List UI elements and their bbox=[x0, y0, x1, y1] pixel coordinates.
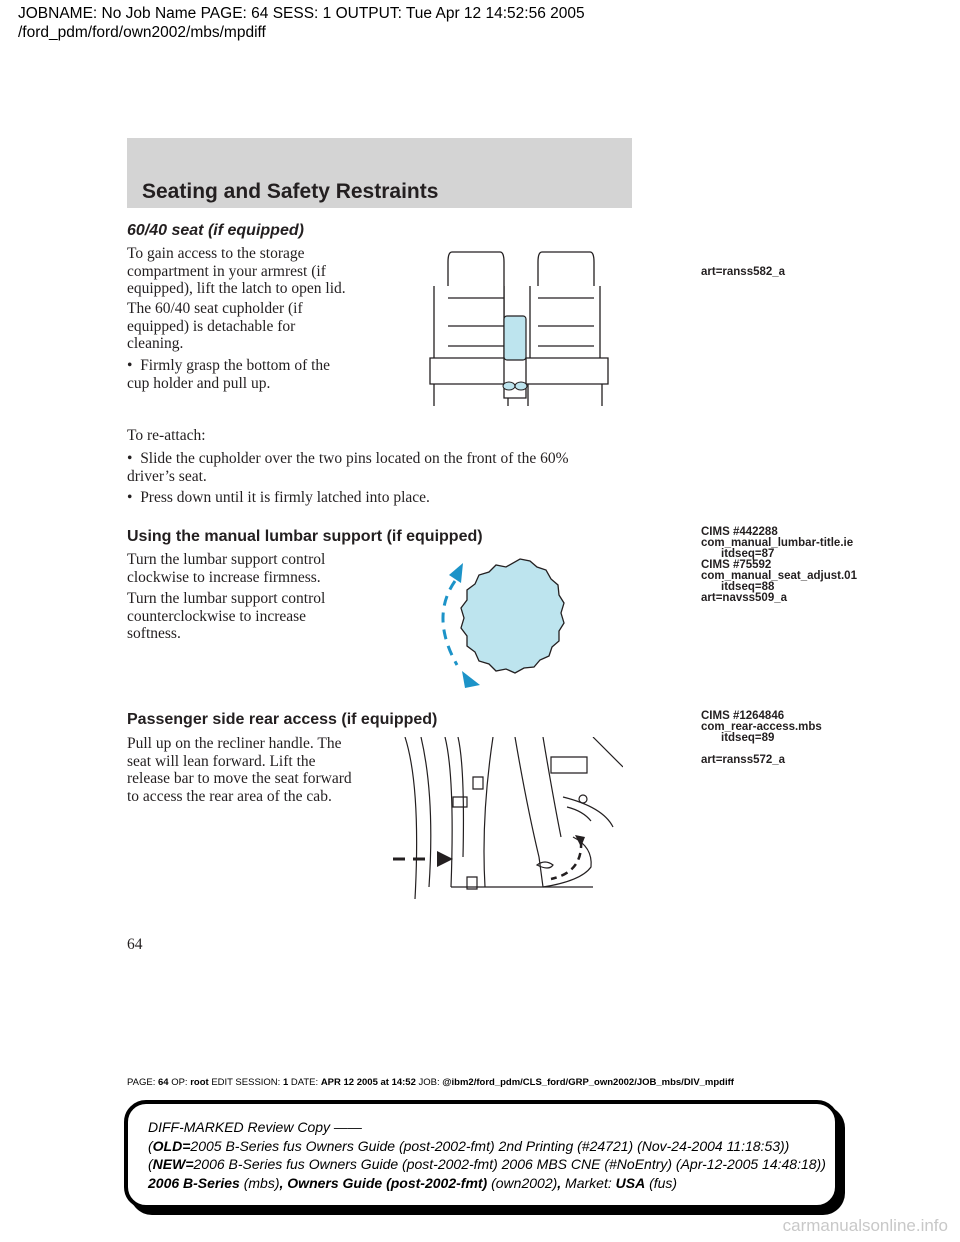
margin-note: com_manual_lumbar-title.ie bbox=[701, 537, 854, 549]
diff-old-text: 2005 B-Series fus Owners Guide (post-2002-fmt) 2nd Printing (#24721) (Nov-24-2004 11:18:53)) bbox=[190, 1137, 790, 1154]
margin-note: CIMS #1264846 bbox=[701, 710, 785, 722]
footer-date: APR 12 2005 at 14:52 bbox=[320, 1077, 416, 1088]
footer-line bbox=[127, 1077, 734, 1088]
diff-old-line: (OLD=2005 B-Series fus Owners Guide (post-2002-fmt) 2nd Printing (#24721) (Nov-24-2004 11:18:53)) bbox=[148, 1137, 790, 1154]
text-line: cup holder and pull up. bbox=[127, 374, 271, 392]
footer-job: @ibm2/ford_pdm/CLS_ford/GRP_own2002/JOB_mbs/DIV_mpdiff bbox=[442, 1077, 734, 1088]
lumbar-heading: Using the manual lumbar support (if equipped) bbox=[127, 528, 483, 545]
margin-note: art=navss509_a bbox=[701, 592, 788, 604]
lumbar-knob-illustration bbox=[425, 555, 585, 693]
footer-page: 64 bbox=[157, 1077, 169, 1088]
footer-edit-label: EDIT SESSION: bbox=[211, 1077, 281, 1088]
diff-new-line: (NEW=2006 B-Series fus Owners Guide (post-2002-fmt) 2006 MBS CNE (#NoEntry) (Apr-12-2005 14:48:18)) bbox=[148, 1156, 826, 1172]
margin-note: com_manual_seat_adjust.01 bbox=[701, 570, 857, 582]
footer-job-label: JOB: bbox=[418, 1077, 440, 1088]
job-header bbox=[18, 4, 585, 42]
lumbar-para1 bbox=[127, 551, 325, 586]
bullet-text: Press down until it is firmly latched into place. bbox=[140, 489, 430, 506]
rear-access-art-label: art=ranss572_a bbox=[701, 754, 786, 766]
margin-note: itdseq=89 bbox=[721, 732, 775, 744]
text-line bbox=[127, 450, 569, 468]
text-line: cleaning. bbox=[127, 335, 184, 352]
text-line: clockwise to increase firmness. bbox=[127, 568, 321, 586]
diff-line1: DIFF-MARKED Review Copy —— bbox=[148, 1119, 362, 1135]
text-line: seat will lean forward. Lift the bbox=[127, 752, 316, 770]
text-line: to access the rear area of the cab. bbox=[127, 787, 332, 805]
seat-6040-art-label: art=ranss582_a bbox=[701, 266, 786, 278]
diff-review-box bbox=[124, 1100, 839, 1209]
seat-6040-illustration bbox=[420, 248, 616, 416]
footer-date-label: DATE: bbox=[290, 1077, 319, 1088]
text-line bbox=[127, 357, 331, 375]
margin-note: com_rear-access.mbs bbox=[701, 721, 822, 733]
lumbar-margin-notes bbox=[701, 527, 857, 604]
seat-6040-para2 bbox=[127, 300, 303, 353]
job-header-line1: JOBNAME: No Job Name PAGE: 64 SESS: 1 OUTPUT: Tue Apr 12 14:52:56 2005 bbox=[18, 5, 585, 22]
text-line: driver’s seat. bbox=[127, 467, 207, 485]
footer-page-label: PAGE: bbox=[127, 1077, 156, 1088]
diff-model-code: (mbs) bbox=[243, 1174, 280, 1191]
rear-access-illustration bbox=[393, 737, 623, 899]
seat-6040-para1 bbox=[127, 245, 346, 298]
job-header-line2: /ford_pdm/ford/own2002/mbs/mpdiff bbox=[18, 24, 266, 41]
rear-access-para bbox=[127, 735, 352, 805]
text-line: equipped), lift the latch to open lid. bbox=[127, 280, 346, 297]
bullet-dot: • bbox=[127, 357, 141, 374]
bullet-dot: • bbox=[127, 489, 141, 506]
text-line: Turn the lumbar support control bbox=[127, 590, 326, 607]
diff-market-label: Market: bbox=[565, 1174, 612, 1191]
text-line: The 60/40 seat cupholder (if bbox=[127, 300, 303, 317]
diff-market-code: (fus) bbox=[649, 1174, 678, 1191]
text-line: counterclockwise to increase bbox=[127, 607, 307, 625]
margin-note: CIMS #75592 bbox=[701, 559, 772, 571]
bullet-dot: • bbox=[127, 450, 141, 467]
text-line: softness. bbox=[127, 625, 181, 642]
footer-edit: 1 bbox=[282, 1077, 289, 1088]
margin-note: itdseq=88 bbox=[721, 581, 775, 593]
footer-op-label: OP: bbox=[171, 1077, 188, 1088]
rear-access-heading: Passenger side rear access (if equipped) bbox=[127, 711, 438, 728]
diff-old-label: OLD= bbox=[152, 1137, 191, 1154]
footer-op: root bbox=[190, 1077, 209, 1088]
diff-new-text: 2006 B-Series fus Owners Guide (post-2002-fmt) 2006 MBS CNE (#NoEntry) (Apr-12-2005 14:48:18)) bbox=[193, 1156, 826, 1172]
seat-6040-bullet1 bbox=[127, 357, 330, 392]
text-line bbox=[127, 489, 430, 507]
text-line: Pull up on the recliner handle. The bbox=[127, 735, 342, 752]
bullet-text: Firmly grasp the bottom of the bbox=[140, 357, 331, 374]
seat-6040-heading: 60/40 seat (if equipped) bbox=[127, 222, 304, 239]
watermark: carmanualsonline.info bbox=[782, 1216, 948, 1235]
margin-note: CIMS #442288 bbox=[701, 526, 778, 538]
text-line: Turn the lumbar support control bbox=[127, 551, 326, 568]
bullet-text: Slide the cupholder over the two pins located on the front of the 60% bbox=[140, 450, 569, 467]
margin-note: itdseq=87 bbox=[721, 548, 775, 560]
text-line: To gain access to the storage bbox=[127, 245, 305, 262]
diff-guide: Owners Guide (post-2002-fmt) bbox=[287, 1174, 488, 1191]
text-line: release bar to move the seat forward bbox=[127, 770, 352, 787]
text-line: compartment in your armrest (if bbox=[127, 262, 326, 280]
reattach-label: To re-attach: bbox=[127, 427, 206, 444]
section-title: Seating and Safety Restraints bbox=[142, 180, 439, 203]
diff-new-label: NEW= bbox=[152, 1156, 194, 1172]
diff-model: 2006 B-Series bbox=[148, 1174, 240, 1191]
page-number: 64 bbox=[127, 936, 143, 953]
rear-access-margin-notes bbox=[701, 711, 822, 744]
lumbar-para2 bbox=[127, 590, 325, 643]
diff-guide-code: (own2002) bbox=[491, 1174, 558, 1191]
diff-model-line: 2006 B-Series (mbs), Owners Guide (post-2002-fmt) (own2002), Market: USA (fus) bbox=[148, 1174, 678, 1191]
diff-review-text bbox=[148, 1118, 826, 1192]
seat-6040-bullet3 bbox=[127, 489, 430, 507]
diff-market: USA bbox=[615, 1174, 646, 1191]
seat-6040-bullet2 bbox=[127, 450, 568, 485]
text-line: equipped) is detachable for bbox=[127, 317, 296, 335]
